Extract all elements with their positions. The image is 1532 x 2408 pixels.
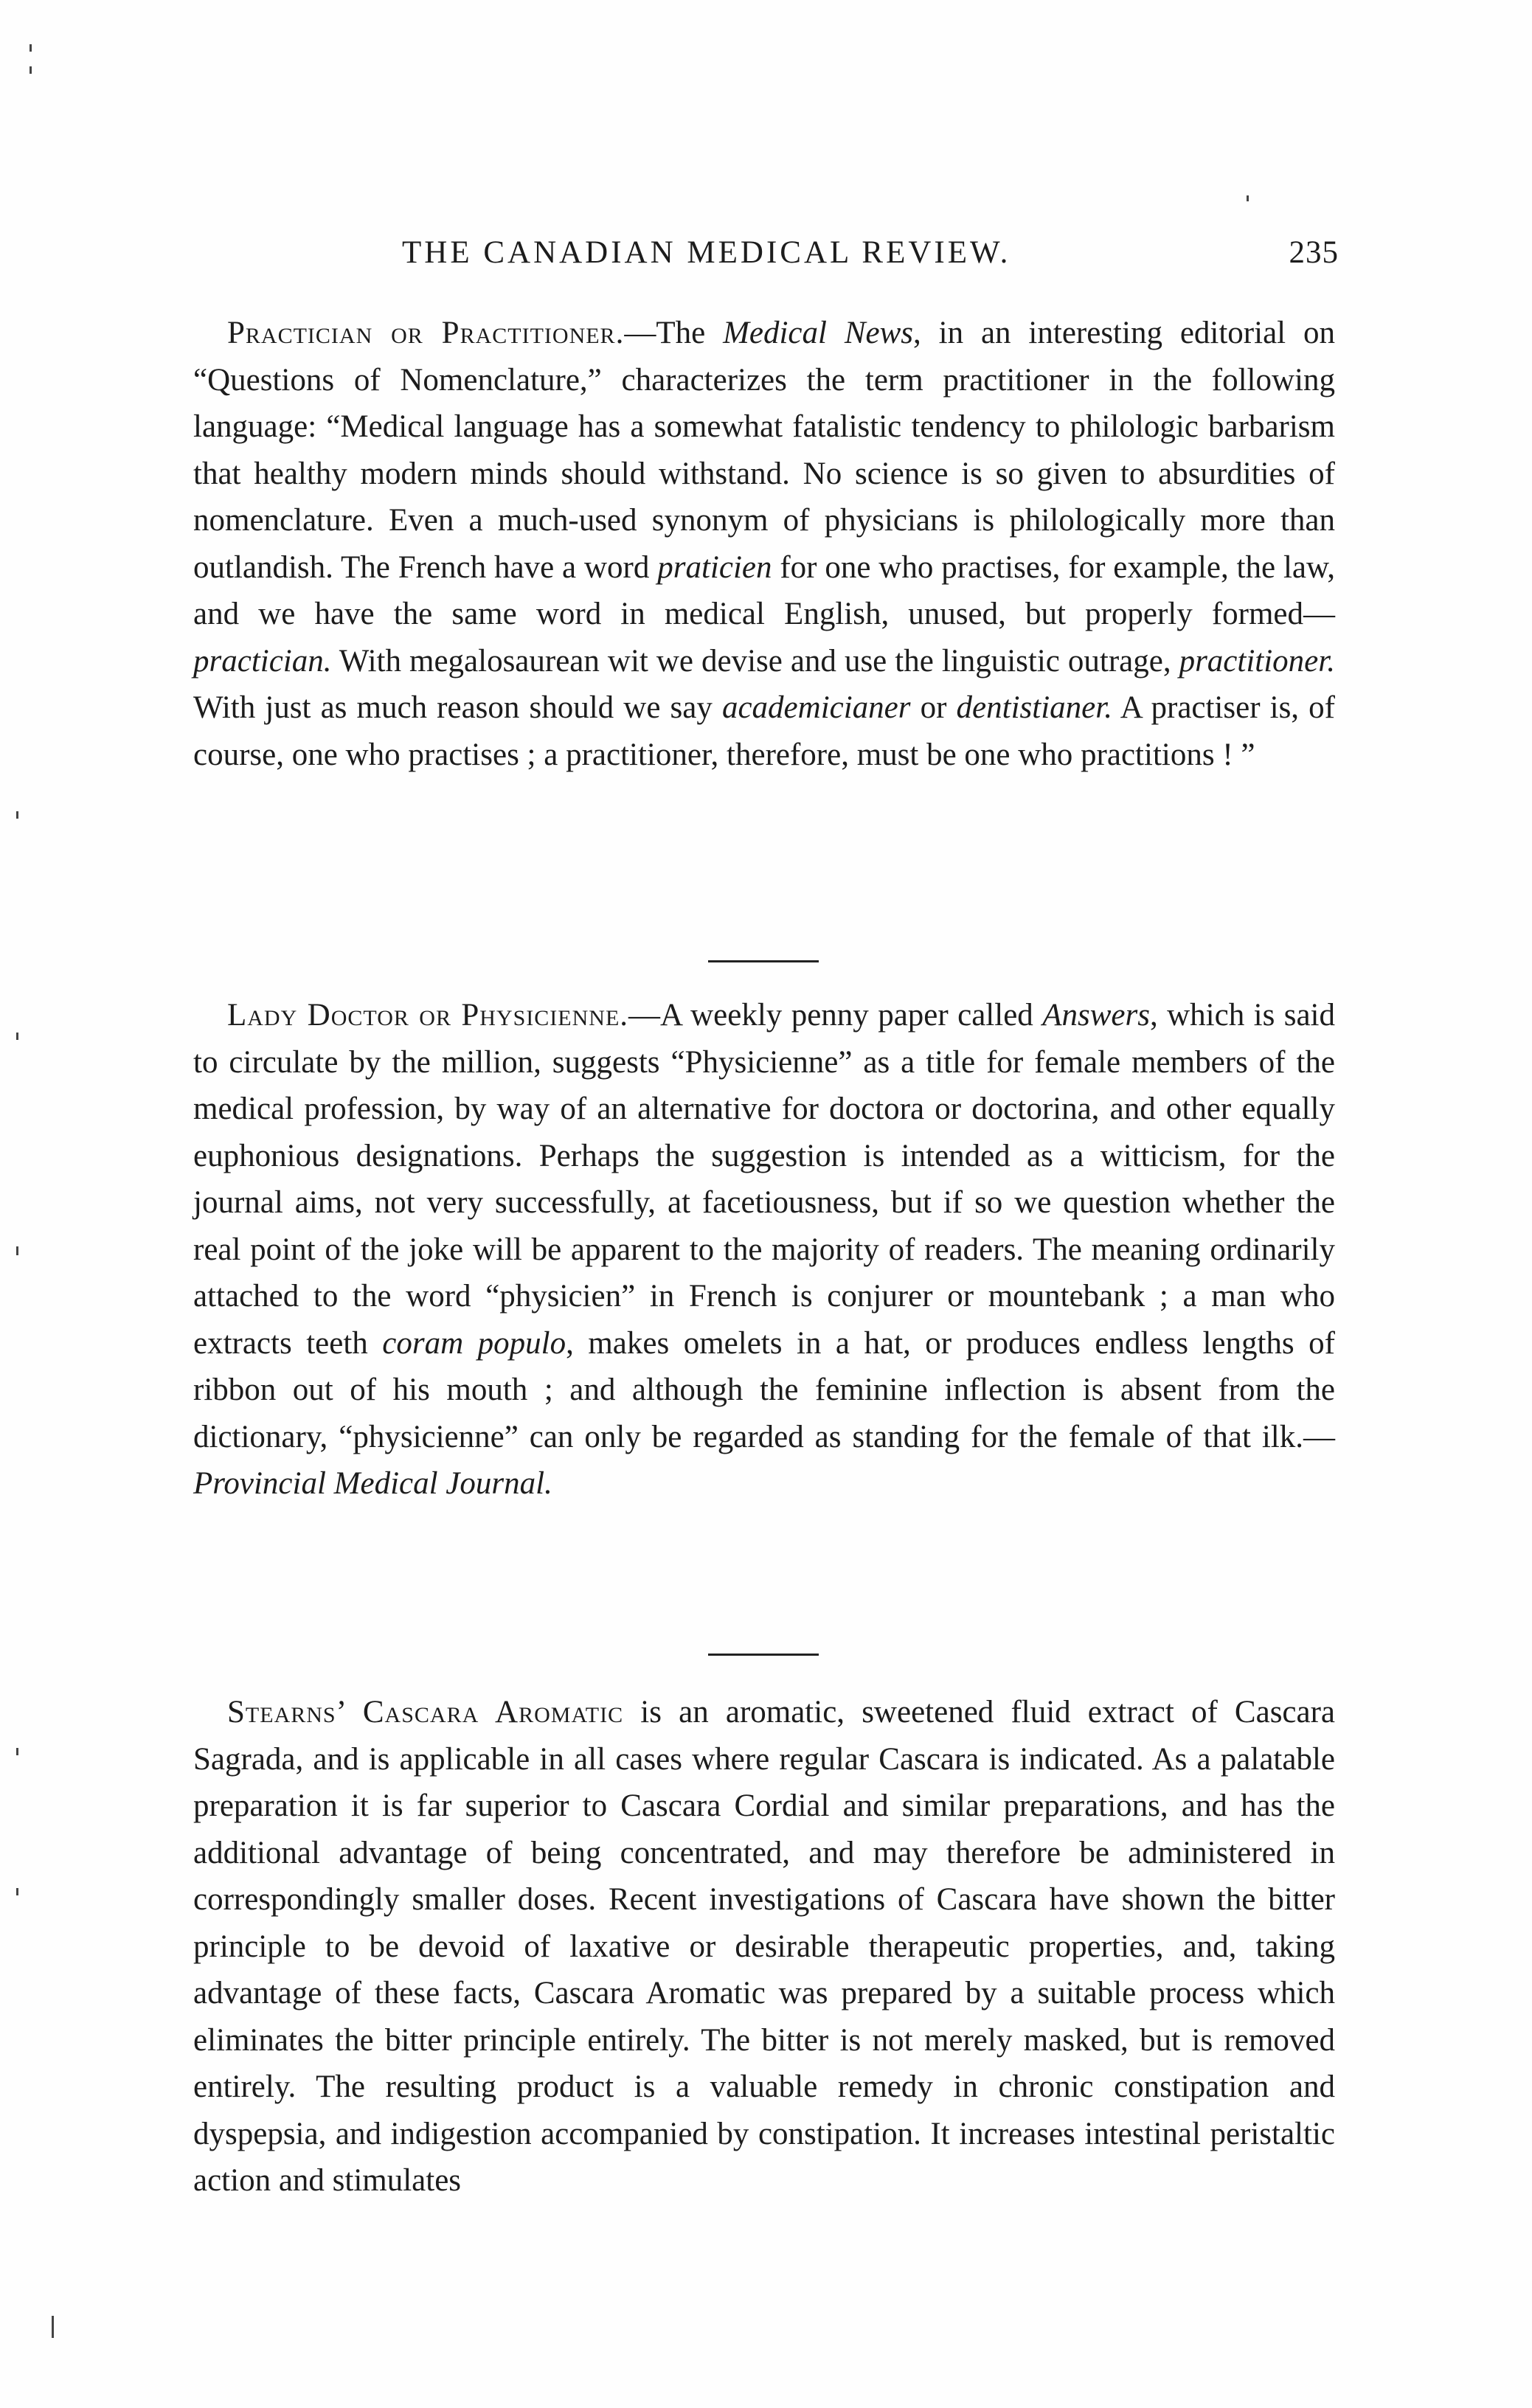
text-run: With megalosaurean wit we devise and use the linguistic outrage, [331,643,1179,679]
scan-mark [16,1246,18,1255]
italic-run: Medical News [723,316,914,350]
journal-title: THE CANADIAN MEDICAL REVIEW. [402,235,1011,270]
scan-mark [16,1888,18,1895]
text-run: A practiser is, of course, one who practises ; a practitioner, therefore, must be one who practitions ! ” [193,690,1335,772]
italic-run: academicianer [721,690,911,725]
text-run: , in an interesting editorial on “Questions of Nomenclature,” characterizes the term practitioner in the following language: “Medical language has a somewhat fatalistic tendency to philologic barbarism that healthy modern minds should withstand. No science is so given to absurdities of nomenclature. Even a much-used synonym of physicians is philologically more than outlandish. The French have a word [193,316,1335,585]
page-number: 235 [1289,235,1339,270]
scan-mark [52,2316,54,2338]
article-body [193,316,1335,772]
italic-run: coram populo [382,1325,566,1361]
running-header [402,235,1339,279]
scan-mark [16,1033,18,1040]
section-divider [708,960,819,962]
article-cascara [193,1689,1335,2204]
text-run: or [910,690,957,725]
scan-mark [30,44,32,52]
article-body [193,998,1335,1501]
article-lady-doctor [193,992,1335,1507]
italic-run: Provincial Medical Journal. [193,1466,552,1501]
article-practician [193,310,1335,778]
text-run: With just as much reason should we say [193,690,722,725]
section-divider [708,1654,819,1656]
text-run: , which is said to circulate by the million, suggests “Physicienne” as a title for female members of the medical profession, by way of an alternative for doctora or doctorina, and other equally euphonious designations. Perhaps the suggestion is intended as a witticism, for the journal aims, not very successfully, at facetiousness, but if so we question whether the real point of the joke will be apparent to the majority of readers. The meaning ordinarily attached to the word “physicien” in French is conjurer or mountebank ; a man who extracts teeth [193,998,1335,1361]
scan-mark [16,811,18,819]
scan-mark [16,1748,18,1755]
article-heading: Practician or Practitioner. [227,316,625,350]
text-run: for one who practises, for example, the law, and we have the same word in medical English, unused, but properly formed— [193,549,1335,631]
article-body [193,1695,1335,2198]
italic-run: practician. [193,643,332,679]
italic-run: practitioner. [1179,643,1335,679]
italic-run: praticien [657,549,772,585]
text-run: —A weekly penny paper called [628,998,1043,1033]
text-run: is an aromatic, sweetened fluid extract of Cascara Sagrada, and is applicable in all cases where regular Cascara is indicated. As a palatable preparation it is far superior to Cascara Cordial and similar preparations, and has the additional advantage of being concentrated, and may therefore be administered in correspondingly smaller doses. Recent investigations of Cascara have shown the bitter principle to be devoid of laxative or desirable therapeutic properties, and, taking advantage of these facts, Cascara Aromatic was prepared by a suitable process which eliminates the bitter principle entirely. The bitter is not merely masked, but is removed entirely. The resulting product is a valuable remedy in chronic constipation and dyspepsia, and indigestion accompanied by constipation. It increases intestinal peristaltic action and stimulates [193,1695,1335,2198]
text-run: , makes omelets in a hat, or produces endless lengths of ribbon out of his mouth ; and although the feminine inflection is absent from the dictionary, “physicienne” can only be regarded as standing for the female of that ilk.— [193,1325,1335,1454]
italic-run: dentistianer. [956,690,1112,725]
scan-mark [1247,195,1249,201]
article-heading: Stearns’ Cascara Aromatic [227,1695,624,1729]
article-heading: Lady Doctor or Physicienne. [227,998,629,1033]
italic-run: Answers [1042,998,1150,1033]
text-run: —The [624,316,724,350]
scan-mark [30,66,32,74]
